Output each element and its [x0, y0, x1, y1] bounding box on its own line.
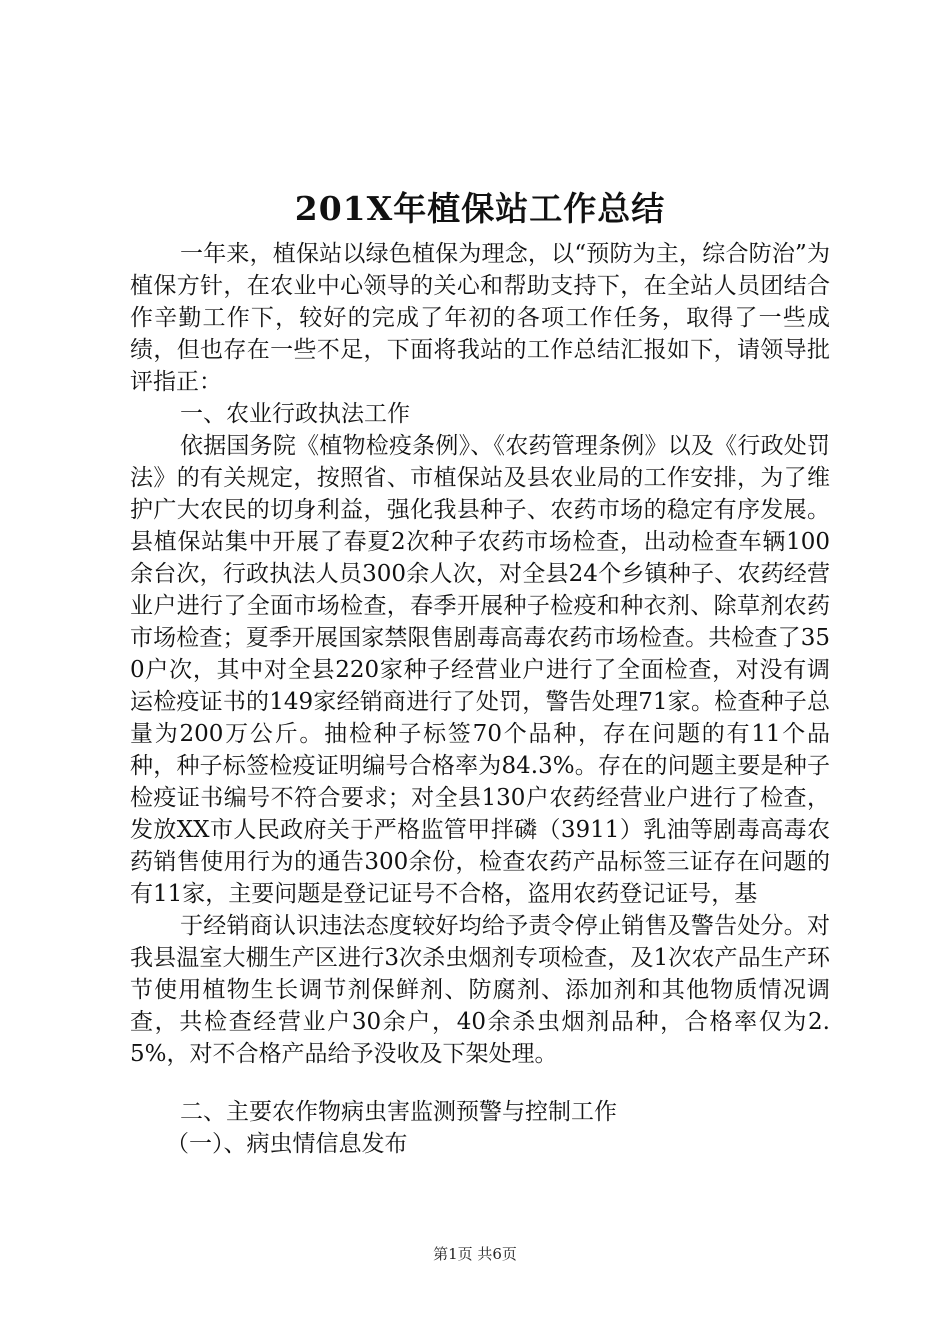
page-footer: 第1页 共6页: [433, 1245, 517, 1263]
section-2-heading: 二、主要农作物病虫害监测预警与控制工作: [180, 1099, 617, 1125]
paragraph-spacer: [130, 1070, 830, 1096]
section-1-paragraph-2: 于经销商认识违法态度较好均给予责令停止销售及警告处分。对我县温室大棚生产区进行3次杀虫烟剂专项检查，及1次农产品生产环节使用植物生长调节剂保鲜剂、防腐剂、添加剂和其他物质情况调查，共检查经营业户30余户，40余杀虫烟剂品种，合格率仅为2.5%，对不合格产品给予没收及下架处理。: [130, 913, 830, 1067]
intro-paragraph: 一年来，植保站以绿色植保为理念，以“预防为主，综合防治”为植保方针，在农业中心领导的关心和帮助支持下，在全站人员团结合作辛勤工作下，较好的完成了年初的各项工作任务，取得了一些成绩，但也存在一些不足，下面将我站的工作总结汇报如下，请领导批评指正：: [130, 241, 830, 395]
document-body: [130, 186, 830, 1160]
section-1-heading: 一、农业行政执法工作: [180, 401, 410, 427]
section-2-subheading-1: （一）、病虫情信息发布: [166, 1131, 408, 1157]
document-title: 201X年植保站工作总结: [294, 189, 666, 228]
section-1-paragraph-1: 依据国务院《植物检疫条例》、《农药管理条例》以及《行政处罚法》的有关规定，按照省、市植保站及县农业局的工作安排，为了维护广大农民的切身利益，强化我县种子、农药市场的稳定有序发展。县植保站集中开展了春夏2次种子农药市场检查，出动检查车辆100余台次，行政执法人员300余人次，对全县24个乡镇种子、农药经营业户进行了全面市场检查，春季开展种子检疫和种衣剂、除草剂农药市场检查；夏季开展国家禁限售剧毒高毒农药市场检查。共检查了350户次，其中对全县220家种子经营业户进行了全面检查，对没有调运检疫证书的149家经销商进行了处罚，警告处理71家。检查种子总量为200万公斤。抽检种子标签70个品种，存在问题的有11个品种，种子标签检疫证明编号合格率为84.3%。存在的问题主要是种子检疫证书编号不符合要求；对全县130户农药经营业户进行了检查，发放XX市人民政府关于严格监管甲拌磷（3911）乳油等剧毒高毒农药销售使用行为的通告300余份，检查农药产品标签三证存在问题的有11家，主要问题是登记证号不合格，盗用农药登记证号，基: [130, 433, 830, 907]
